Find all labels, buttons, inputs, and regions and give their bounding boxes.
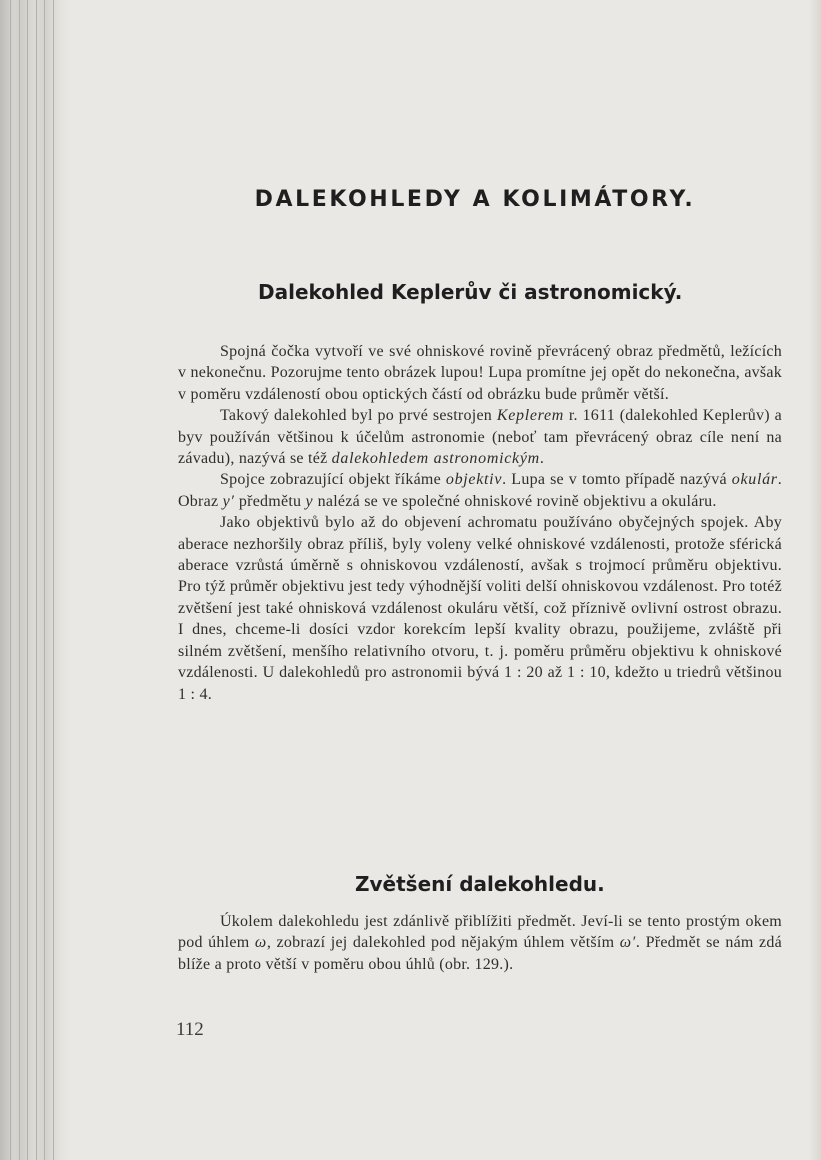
chapter-title: DALEKOHLEDY A KOLIMÁTORY.: [254, 187, 696, 212]
paragraph: Spojná čočka vytvoří ve své ohniskové rovině převrácený obraz předmětů, ležících v nekonečnu. Pozorujme tento obrázek lupou! Lupa promítne jej opět do nekonečna, avšak v poměru vzdáleností obou optických částí od obrázku bude průměr větší.: [178, 343, 782, 403]
emphasis-term: okulár: [731, 471, 778, 489]
section-title-magnification: Zvětšení dalekohledu.: [355, 872, 605, 896]
emphasis-name: Keplerem: [496, 407, 565, 425]
page-number: 112: [176, 1019, 204, 1040]
emphasis-term: objektiv: [445, 471, 503, 489]
paragraph: Spojce zobrazující objekt říkáme objektiv. Lupa se v tomto případě nazývá okulár. Obraz y′ předmětu y nalézá se ve společné ohniskové rovině objektivu a okuláru.: [178, 471, 782, 510]
paragraph: Takový dalekohled byl po prvé sestrojen Keplerem r. 1611 (dalekohled Keplerův) a byv používán většinou k účelům astronomie (neboť tam převrácený obraz cíle není na závadu), nazývá se též dalekohledem astronomickým.: [178, 407, 783, 468]
math-symbol: y′: [222, 492, 235, 510]
paragraph: Úkolem dalekohledu jest zdánlivě přiblížiti předmět. Jeví-li se tento prostým okem pod úhlem ω, zobrazí jej dalekohled pod nějakým úhlem větším ω′. Předmět se nám zdá blíže a proto větší v poměru obou úhlů (obr. 129.).: [178, 913, 782, 973]
section-body-magnification: [178, 911, 782, 975]
section-title-kepler: Dalekohled Keplerův či astronomický.: [258, 280, 683, 304]
math-symbol: y: [305, 492, 314, 510]
math-symbol: ω′: [619, 934, 636, 952]
math-symbol: ω: [254, 934, 267, 952]
paragraph: Jako objektivů bylo až do objevení achromatu používáno obyčejných spojek. Aby aberace nezhoršily obraz příliš, byly voleny velké ohniskové vzdálenosti, protože sférická aberace vzrůstá úměrně s ohniskovou vzdáleností, avšak s trojmocí průměru objektivu. Pro týž průměr objektivu jest tedy výhodnější voliti delší ohniskovou vzdálenost. Pro totéž zvětšení jest také ohnisková vzdálenost okuláru větší, což příznivě ovlivní ostrost obrazu. I dnes, chceme-li dosíci vzdor korekcím lepší kvality obrazu, použijeme, zvláště při silném zvětšení, menšího relativního otvoru, t. j. poměru průměru objektivu k ohniskové vzdálenosti. U dalekohledů pro astronomii bývá 1 : 20 až 1 : 10, kdežto u triedrů většinou 1 : 4.: [178, 514, 782, 703]
section-body-kepler: [178, 341, 782, 705]
emphasis-term: dalekohledem astronomickým: [331, 450, 540, 468]
